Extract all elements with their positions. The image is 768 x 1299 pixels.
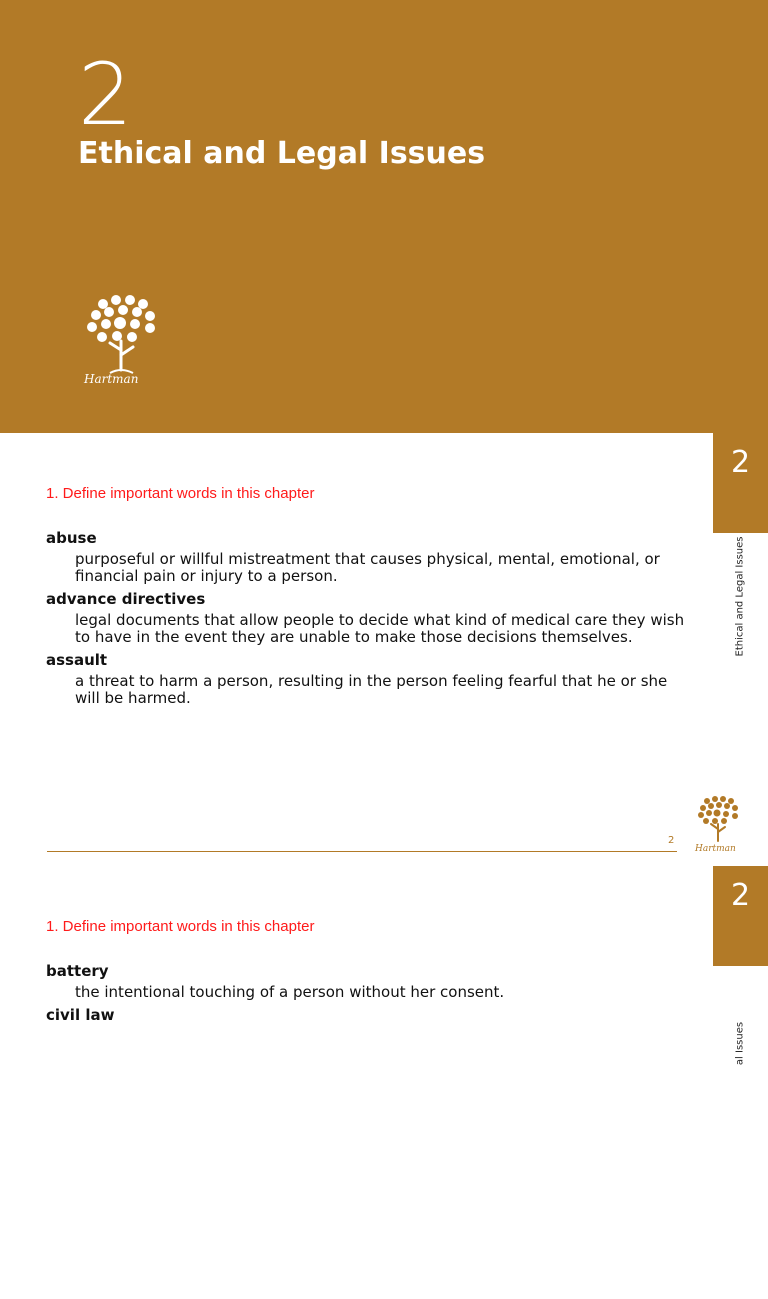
footer-divider	[47, 851, 677, 852]
definition-advance-directives: legal documents that allow people to decide what kind of medical care they wish to have in the event they are unable to make those decisions themselves.	[75, 611, 685, 646]
chapter-number: 2	[78, 45, 133, 145]
term-battery: battery	[46, 962, 109, 980]
hartman-logo-text: Hartman	[84, 372, 139, 386]
learning-objective: 1. Define important words in this chapter	[46, 485, 315, 502]
term-list	[46, 528, 686, 711]
side-label-text: al Issues	[734, 1021, 746, 1066]
cover-slide	[0, 0, 768, 433]
slide-2	[0, 866, 768, 1299]
definition-battery: the intentional touching of a person without her consent.	[75, 983, 505, 1001]
side-label	[735, 980, 745, 1120]
definition-abuse: purposeful or willful mistreatment that causes physical, mental, emotional, or financial pain or injury to a person.	[75, 550, 660, 585]
term-assault: assault	[46, 651, 108, 669]
learning-objective: 1. Define important words in this chapter	[46, 918, 315, 935]
chapter-tab: 2	[713, 866, 768, 966]
term-advance-directives: advance directives	[46, 590, 206, 608]
hartman-tree-icon	[694, 793, 744, 851]
side-label-text: Ethical and Legal Issues	[734, 536, 746, 657]
page-number: 2	[668, 835, 675, 846]
chapter-title: Ethical and Legal Issues	[78, 136, 486, 171]
side-label	[735, 533, 745, 673]
definition-assault: a threat to harm a person, resulting in the person feeling fearful that he or she will be harmed.	[75, 672, 668, 707]
slide-1	[0, 433, 768, 866]
hartman-logo-text: Hartman	[695, 844, 736, 854]
chapter-tab: 2	[713, 433, 768, 533]
term-list	[46, 961, 686, 1028]
term-civil-law: civil law	[46, 1006, 115, 1024]
term-abuse: abuse	[46, 529, 97, 547]
